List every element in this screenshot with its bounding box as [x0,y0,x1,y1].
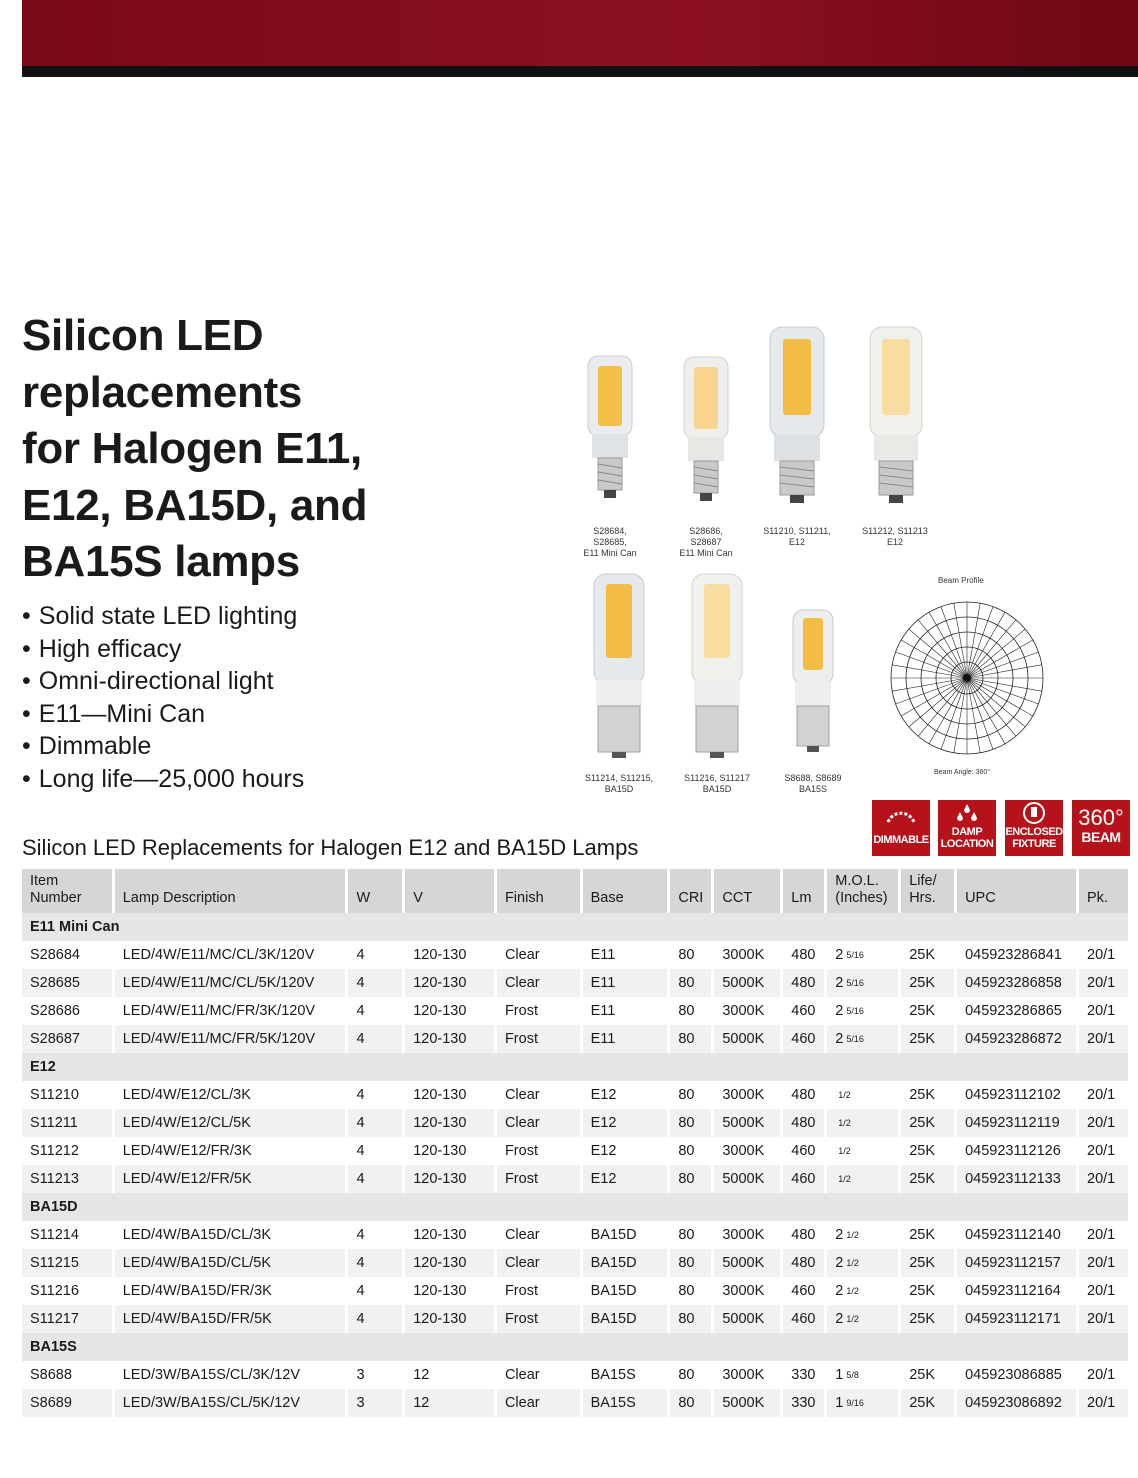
cell-finish: Clear [497,941,583,969]
cell-mol [827,1277,901,1305]
feature-item: • High efficacy [22,633,304,666]
cell-item: S8689 [22,1389,115,1417]
cell-item: S11210 [22,1081,115,1109]
cell-pk: 20/1 [1079,1249,1128,1277]
cell-finish: Clear [497,1221,583,1249]
cell-w: 4 [348,1025,405,1053]
cell-v: 120-130 [405,1109,497,1137]
cell-w: 4 [348,1249,405,1277]
title-line: BA15S lamps [22,537,300,586]
cell-pk: 20/1 [1079,1165,1128,1193]
lamp-caption: S11214, S11215, BA15D [584,773,654,794]
mol-whole: 2 [835,1003,844,1019]
cell-lm: 480 [783,969,827,997]
feature-item: • Long life—25,000 hours [22,763,304,796]
cell-lm: 460 [783,1025,827,1053]
mol-fraction: 1/2 [838,1090,851,1100]
cell-life: 25K [901,1081,957,1109]
lamp-caption: S11212, S11213 E12 [862,526,928,547]
mol-whole: 2 [835,947,844,963]
table-row [22,997,1128,1025]
damp-label: DAMP [951,826,983,838]
cell-v: 12 [405,1389,497,1417]
cell-life: 25K [901,1389,957,1417]
cell-base: E12 [583,1081,671,1109]
cell-finish: Clear [497,1081,583,1109]
cell-base: BA15S [583,1361,671,1389]
cell-cri: 80 [670,1277,714,1305]
lamp-image-ba15d-clear [590,572,648,762]
cell-w: 4 [348,1165,405,1193]
cell-desc: LED/4W/E12/CL/5K [115,1109,349,1137]
cell-cri: 80 [670,969,714,997]
cell-cct: 5000K [714,1109,783,1137]
cell-lm: 330 [783,1389,827,1417]
cell-upc: 045923112164 [957,1277,1079,1305]
cell-pk: 20/1 [1079,969,1128,997]
cell-w: 3 [348,1389,405,1417]
cell-cct: 3000K [714,1081,783,1109]
cell-cct: 3000K [714,1277,783,1305]
cell-cri: 80 [670,941,714,969]
mol-whole: 1 [835,1367,844,1383]
cell-cri: 80 [670,1165,714,1193]
top-divider [22,66,1138,77]
cell-desc: LED/4W/E11/MC/FR/3K/120V [115,997,349,1025]
cell-desc: LED/4W/BA15D/FR/3K [115,1277,349,1305]
cell-w: 4 [348,1109,405,1137]
beam-profile-diagram [872,586,1062,770]
cell-mol [827,969,901,997]
cell-w: 4 [348,1305,405,1333]
cell-upc: 045923112102 [957,1081,1079,1109]
mol-fraction: 1/2 [838,1146,851,1156]
cell-base: BA15D [583,1277,671,1305]
table-row [22,1277,1128,1305]
enclosed-bulb-icon [1005,800,1063,826]
cell-w: 4 [348,1081,405,1109]
table-row [22,1025,1128,1053]
mol-whole: 2 [835,1031,844,1047]
table-row [22,1109,1128,1137]
cell-upc: 045923112140 [957,1221,1079,1249]
col-header-w: W [348,869,405,913]
cell-w: 4 [348,941,405,969]
cell-mol [827,997,901,1025]
cell-base: E12 [583,1165,671,1193]
cell-item: S11211 [22,1109,115,1137]
col-header-desc: Lamp Description [115,869,349,913]
cell-v: 120-130 [405,1221,497,1249]
table-row [22,1361,1128,1389]
cell-desc: LED/3W/BA15S/CL/5K/12V [115,1389,349,1417]
cell-v: 12 [405,1361,497,1389]
fixture-label: FIXTURE [1012,838,1056,850]
cell-pk: 20/1 [1079,1221,1128,1249]
mol-whole: 2 [835,1255,844,1271]
cell-cri: 80 [670,1305,714,1333]
cell-upc: 045923112126 [957,1137,1079,1165]
lamp-image-ba15s [790,608,836,760]
cell-finish: Clear [497,1389,583,1417]
cell-base: E12 [583,1109,671,1137]
cell-upc: 045923112119 [957,1109,1079,1137]
cell-item: S28687 [22,1025,115,1053]
cell-life: 25K [901,1361,957,1389]
cell-upc: 045923286872 [957,1025,1079,1053]
col-header-life: Life/ Hrs. [901,869,957,913]
cell-item: S11213 [22,1165,115,1193]
cell-cct: 3000K [714,941,783,969]
mol-fraction: 5/8 [846,1370,859,1380]
cell-mol [827,1081,901,1109]
cell-lm: 460 [783,1165,827,1193]
table-row [22,1081,1128,1109]
cell-w: 4 [348,997,405,1025]
lamp-caption: S8688, S8689 BA15S [784,773,842,794]
cell-life: 25K [901,969,957,997]
feature-item: • E11—Mini Can [22,698,304,731]
title-line: E12, BA15D, and [22,480,368,530]
table-row [22,1305,1128,1333]
cell-item: S8688 [22,1361,115,1389]
cell-life: 25K [901,1109,957,1137]
cell-finish: Frost [497,1025,583,1053]
enclosed-label: ENCLOSED [1005,826,1063,838]
cell-base: BA15D [583,1221,671,1249]
cell-upc: 045923112157 [957,1249,1079,1277]
cell-pk: 20/1 [1079,997,1128,1025]
cell-mol [827,941,901,969]
cell-pk: 20/1 [1079,1137,1128,1165]
cell-life: 25K [901,1249,957,1277]
section-row [22,1193,1128,1221]
cell-cct: 3000K [714,1361,783,1389]
col-header-finish: Finish [497,869,583,913]
location-label: LOCATION [940,838,994,850]
cell-mol [827,1025,901,1053]
cell-v: 120-130 [405,1081,497,1109]
table-row [22,1221,1128,1249]
cell-cct: 5000K [714,1305,783,1333]
mol-whole: 2 [835,975,844,991]
cell-lm: 330 [783,1361,827,1389]
cell-cct: 5000K [714,1025,783,1053]
cell-v: 120-130 [405,1165,497,1193]
cell-base: E11 [583,997,671,1025]
cell-cri: 80 [670,1137,714,1165]
cell-lm: 480 [783,941,827,969]
col-header-item: Item Number [22,869,115,913]
cell-upc: 045923086892 [957,1389,1079,1417]
cell-finish: Frost [497,1165,583,1193]
section-row [22,1053,1128,1081]
cell-cri: 80 [670,1361,714,1389]
table-row [22,1249,1128,1277]
cell-cct: 3000K [714,997,783,1025]
cell-v: 120-130 [405,969,497,997]
col-header-pk: Pk. [1079,869,1128,913]
section-label: E11 Mini Can [22,913,1128,941]
section-row [22,913,1128,941]
cell-base: E11 [583,969,671,997]
cell-w: 3 [348,1361,405,1389]
lamp-image-e11-clear [580,352,640,507]
cell-finish: Frost [497,1137,583,1165]
cell-item: S28685 [22,969,115,997]
col-header-lm: Lm [783,869,827,913]
cell-lm: 480 [783,1109,827,1137]
cell-desc: LED/4W/BA15D/CL/5K [115,1249,349,1277]
table-title: Silicon LED Replacements for Halogen E12 and BA15D Lamps [22,835,639,860]
feature-item: • Solid state LED lighting [22,600,304,633]
mol-fraction: 1/2 [846,1314,859,1324]
col-header-base: Base [583,869,671,913]
mol-fraction: 5/16 [846,978,864,988]
cell-upc: 045923286858 [957,969,1079,997]
table-row [22,941,1128,969]
cell-upc: 045923086885 [957,1361,1079,1389]
cell-cct: 5000K [714,1165,783,1193]
mol-whole: 2 [835,1283,844,1299]
cell-desc: LED/4W/E11/MC/FR/5K/120V [115,1025,349,1053]
cell-cri: 80 [670,1025,714,1053]
lamp-image-e12-frost [866,325,926,511]
cell-cct: 5000K [714,1389,783,1417]
mol-fraction: 5/16 [846,1006,864,1016]
cell-finish: Frost [497,1277,583,1305]
cell-pk: 20/1 [1079,1361,1128,1389]
table-header-row [22,869,1128,913]
cell-cri: 80 [670,1221,714,1249]
dimmable-label: DIMMABLE [873,834,929,846]
lamp-image-e12-clear [766,325,828,511]
dimmer-icon [872,800,930,826]
cell-item: S28684 [22,941,115,969]
cell-upc: 045923112133 [957,1165,1079,1193]
cell-life: 25K [901,1221,957,1249]
cell-lm: 460 [783,997,827,1025]
table-row [22,1389,1128,1417]
table-row [22,1165,1128,1193]
beam-profile-title: Beam Profile [938,576,984,585]
dimmable-badge [872,800,930,856]
cell-cri: 80 [670,997,714,1025]
mol-whole: 1 [835,1395,844,1411]
cell-life: 25K [901,1137,957,1165]
mol-fraction: 1/2 [846,1286,859,1296]
cell-pk: 20/1 [1079,1109,1128,1137]
cell-pk: 20/1 [1079,1277,1128,1305]
cell-base: E11 [583,1025,671,1053]
title-line: replacements [22,367,303,417]
cell-base: BA15S [583,1389,671,1417]
title-line: for Halogen E11, [22,424,362,473]
cell-v: 120-130 [405,1137,497,1165]
mol-fraction: 5/16 [846,1034,864,1044]
cell-mol [827,1165,901,1193]
spec-table [22,869,1128,1417]
lamp-caption: S11210, S11211, E12 [763,526,831,547]
cell-finish: Clear [497,1361,583,1389]
col-header-mol: M.O.L. (Inches) [827,869,901,913]
cell-finish: Clear [497,1249,583,1277]
lamp-image-e11-frost [678,355,734,507]
lamp-caption: S28684, S28685, E11 Mini Can [583,526,637,558]
feature-list [22,600,304,796]
cell-base: E12 [583,1137,671,1165]
cell-cri: 80 [670,1109,714,1137]
section-row [22,1333,1128,1361]
cell-cct: 3000K [714,1221,783,1249]
cell-cct: 5000K [714,969,783,997]
cell-mol [827,1249,901,1277]
cell-item: S11215 [22,1249,115,1277]
beam-360-value: 360° [1078,805,1124,830]
cell-finish: Clear [497,1109,583,1137]
table-row [22,969,1128,997]
cell-life: 25K [901,1165,957,1193]
cell-mol [827,1389,901,1417]
cell-upc: 045923286865 [957,997,1079,1025]
cell-cri: 80 [670,1249,714,1277]
cell-item: S28686 [22,997,115,1025]
cell-base: BA15D [583,1305,671,1333]
mol-whole: 2 [835,1311,844,1327]
cell-desc: LED/4W/E12/FR/3K [115,1137,349,1165]
feature-item: • Dimmable [22,730,304,763]
mol-whole: 2 [835,1227,844,1243]
table-row [22,1137,1128,1165]
cell-lm: 480 [783,1221,827,1249]
beam-angle-note: Beam Angle: 360° [934,769,991,776]
cell-v: 120-130 [405,997,497,1025]
cell-cct: 3000K [714,1137,783,1165]
cell-lm: 460 [783,1137,827,1165]
cell-mol [827,1137,901,1165]
cell-mol [827,1361,901,1389]
lamp-caption: S28686, S28687 E11 Mini Can [679,526,733,558]
page-title [22,308,442,591]
lamp-caption: S11216, S11217 BA15D [684,773,750,794]
title-line: Silicon LED [22,311,264,360]
cell-lm: 460 [783,1305,827,1333]
cell-w: 4 [348,969,405,997]
cell-mol [827,1305,901,1333]
cell-item: S11212 [22,1137,115,1165]
cell-cri: 80 [670,1081,714,1109]
cell-w: 4 [348,1221,405,1249]
cell-base: E11 [583,941,671,969]
cell-cct: 5000K [714,1249,783,1277]
cell-life: 25K [901,1277,957,1305]
section-label: BA15S [22,1333,1128,1361]
top-banner [22,0,1138,66]
beam-label: BEAM [1081,829,1121,845]
cell-v: 120-130 [405,1277,497,1305]
col-header-v: V [405,869,497,913]
cell-upc: 045923112171 [957,1305,1079,1333]
cell-lm: 480 [783,1249,827,1277]
cell-item: S11214 [22,1221,115,1249]
cell-upc: 045923286841 [957,941,1079,969]
cell-mol [827,1221,901,1249]
cell-finish: Frost [497,997,583,1025]
cell-pk: 20/1 [1079,941,1128,969]
cell-v: 120-130 [405,1025,497,1053]
cell-v: 120-130 [405,941,497,969]
cell-life: 25K [901,1025,957,1053]
enclosed-fixture-badge [1005,800,1063,856]
mol-fraction: 5/16 [846,950,864,960]
cell-cri: 80 [670,1389,714,1417]
beam-360-badge [1072,800,1130,856]
cell-finish: Clear [497,969,583,997]
damp-location-badge [938,800,996,856]
cell-finish: Frost [497,1305,583,1333]
mol-fraction: 9/16 [846,1398,864,1408]
mol-fraction: 1/2 [838,1174,851,1184]
cell-pk: 20/1 [1079,1025,1128,1053]
cell-lm: 460 [783,1277,827,1305]
cell-base: BA15D [583,1249,671,1277]
cell-lm: 480 [783,1081,827,1109]
col-header-cct: CCT [714,869,783,913]
cell-item: S11217 [22,1305,115,1333]
water-drops-icon [938,800,996,826]
cell-pk: 20/1 [1079,1081,1128,1109]
cell-life: 25K [901,997,957,1025]
col-header-cri: CRI [670,869,714,913]
cell-desc: LED/4W/BA15D/CL/3K [115,1221,349,1249]
cell-desc: LED/4W/E12/CL/3K [115,1081,349,1109]
cell-w: 4 [348,1137,405,1165]
cell-v: 120-130 [405,1249,497,1277]
cell-item: S11216 [22,1277,115,1305]
cell-pk: 20/1 [1079,1305,1128,1333]
cell-desc: LED/4W/E11/MC/CL/3K/120V [115,941,349,969]
lamp-image-ba15d-frost [688,572,746,762]
mol-fraction: 1/2 [838,1118,851,1128]
cell-v: 120-130 [405,1305,497,1333]
feature-item: • Omni-directional light [22,665,304,698]
cell-desc: LED/4W/E12/FR/5K [115,1165,349,1193]
mol-fraction: 1/2 [846,1230,859,1240]
cell-desc: LED/4W/BA15D/FR/5K [115,1305,349,1333]
mol-fraction: 1/2 [846,1258,859,1268]
cell-life: 25K [901,941,957,969]
cell-desc: LED/4W/E11/MC/CL/5K/120V [115,969,349,997]
section-label: E12 [22,1053,1128,1081]
cell-pk: 20/1 [1079,1389,1128,1417]
cell-w: 4 [348,1277,405,1305]
cell-desc: LED/3W/BA15S/CL/3K/12V [115,1361,349,1389]
col-header-upc: UPC [957,869,1079,913]
cell-mol [827,1109,901,1137]
cell-life: 25K [901,1305,957,1333]
section-label: BA15D [22,1193,1128,1221]
